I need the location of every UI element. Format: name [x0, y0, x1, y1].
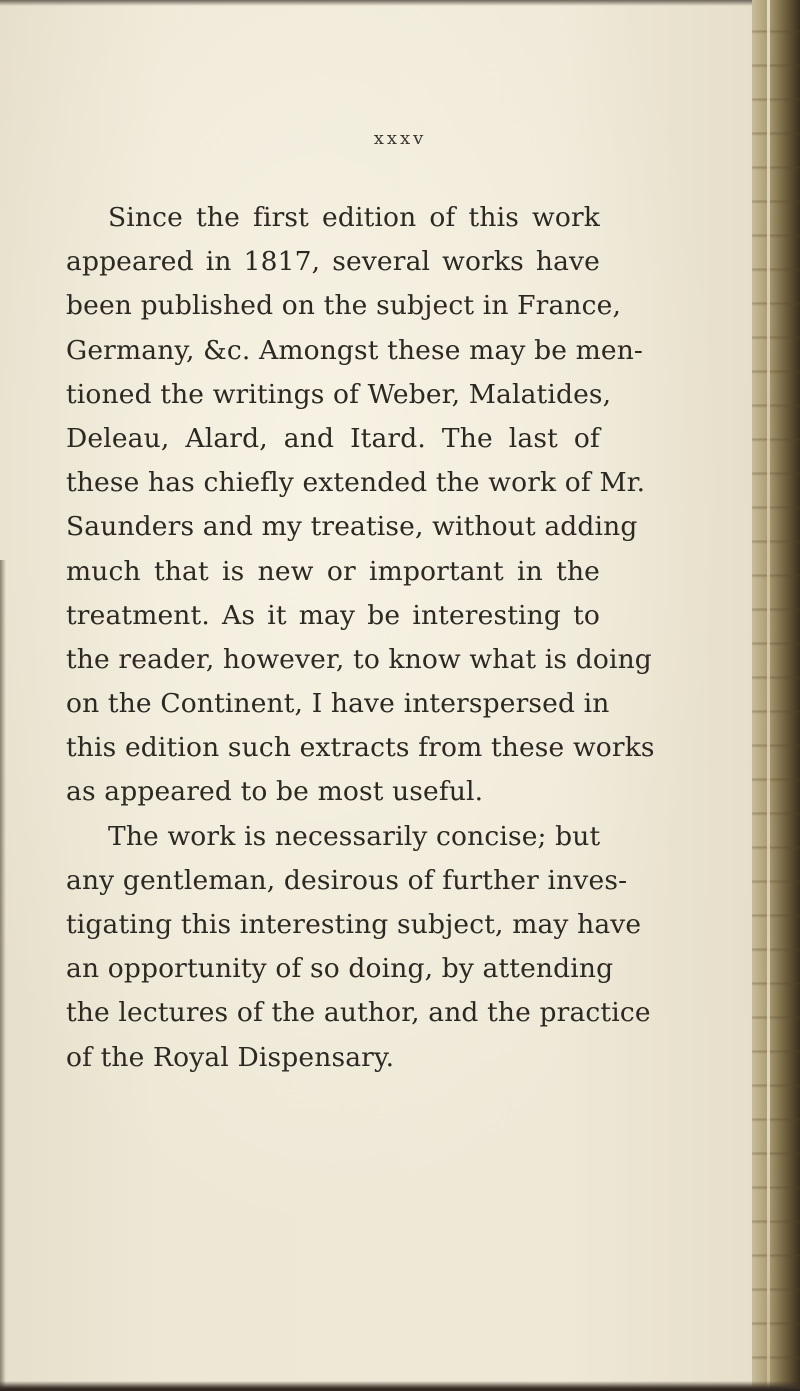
paragraph-2: [66, 815, 651, 1080]
page-top-shadow: [0, 0, 760, 6]
page-number: xxxv: [373, 128, 427, 149]
text-line: appeared in 1817, several works have: [66, 246, 600, 278]
spine-highlight: [767, 0, 770, 1391]
text-line: Deleau, Alard, and Itard. The last of: [66, 422, 600, 454]
text-line: been published on the subject in France,: [66, 290, 622, 322]
body-text: [66, 196, 655, 1080]
text-line: these has chiefly extended the work of Mr.: [66, 467, 646, 499]
text-line: Since the first edition of this work: [108, 202, 600, 233]
paragraph-1: [66, 196, 655, 815]
text-line: Saunders and my treatise, without adding: [66, 511, 638, 543]
text-line: much that is new or important in the: [66, 555, 600, 587]
text-line: as appeared to be most useful.: [66, 776, 484, 808]
text-line: Germany, &c. Amongst these may be men-: [66, 334, 644, 366]
page-left-shadow: [0, 560, 6, 1391]
text-line: the lectures of the author, and the practice: [66, 997, 651, 1029]
text-line: the reader, however, to know what is doing: [66, 643, 652, 675]
text-line: treatment. As it may be interesting to: [66, 599, 600, 631]
text-line: of the Royal Dispensary.: [66, 1041, 395, 1073]
text-line: The work is necessarily concise; but: [108, 820, 601, 852]
text-line: on the Continent, I have interspersed in: [66, 688, 610, 720]
book-spine-edge: [752, 0, 800, 1391]
text-line: tioned the writings of Weber, Malatides,: [66, 378, 612, 410]
text-line: any gentleman, desirous of further inves-: [66, 864, 628, 896]
text-line: tigating this interesting subject, may have: [66, 909, 642, 940]
page-bottom-shadow: [0, 1381, 800, 1391]
text-line: an opportunity of so doing, by attending: [66, 953, 614, 985]
text-line: this edition such extracts from these works: [66, 732, 655, 764]
